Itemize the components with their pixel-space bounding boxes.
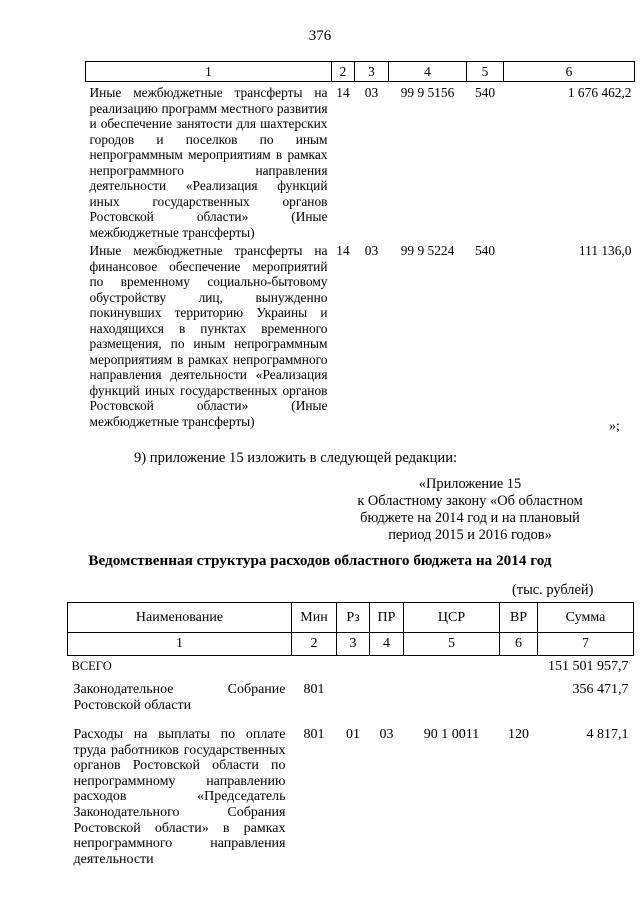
column-number: 7 xyxy=(538,633,634,656)
row-pr: 03 xyxy=(379,727,394,742)
column-number: 1 xyxy=(68,633,292,656)
row-expense-type: 540 xyxy=(474,243,496,258)
appendix-caption xyxy=(330,476,610,544)
row-min: 801 xyxy=(303,682,325,697)
row-csr xyxy=(404,656,500,680)
closing-quote: »; xyxy=(609,419,620,434)
column-number: 3 xyxy=(337,633,370,656)
row-section: 14 xyxy=(336,85,350,100)
appendix-line: «Приложение 15 xyxy=(418,476,522,492)
row-expense-type: 540 xyxy=(474,85,496,100)
row-sum: 151 501 957,7 xyxy=(548,659,629,674)
row-pr xyxy=(370,679,404,724)
row-min: 801 xyxy=(303,727,325,742)
column-number: 4 xyxy=(370,633,404,656)
row-rz: 01 xyxy=(346,727,360,742)
row-description: Иные межбюджетные трансферты на финансовое обеспечение мероприятий по временному социально-бытовому обустройству лиц, вынужденно покинувших территорию Украины и находящихся в пунктах временного размещения, по иным непрограммным мероприятиям в рамках непрограммного направления деятельности «Реализация функций иных государственных органов Ростовской области» (Иные межбюджетные трансферты) xyxy=(89,243,328,429)
header-vr: ВР xyxy=(500,603,538,633)
table-header-row xyxy=(86,62,635,82)
row-name: Законодательное Собрание Ростовской области xyxy=(73,682,286,713)
appendix-line: к Областному закону «Об областном xyxy=(357,493,583,509)
row-name: Расходы на выплаты по оплате труда работников государственных органов Ростовской области по непрограммному направлению расходов «Председатель Законодательного Собрания Ростовской области» в рамках непрограммного направления деятельности xyxy=(73,727,286,867)
row-sum: 4 817,1 xyxy=(586,727,629,742)
row-pr xyxy=(370,656,404,680)
column-number: 6 xyxy=(500,633,538,656)
row-csr: 90 1 0011 xyxy=(423,727,480,742)
row-amount: 111 136,0 xyxy=(578,243,632,258)
row-amount: 1 676 462,2 xyxy=(567,85,632,100)
amendment-paragraph: 9) приложение 15 изложить в следующей редакции: xyxy=(134,450,458,466)
column-number-2: 2 xyxy=(332,62,355,82)
row-min xyxy=(292,656,337,680)
row-description: Иные межбюджетные трансферты на реализацию программ местного развития и обеспечение занятости для шахтерских городов и поселков по иным непрограммным мероприятиям в рамках непрограммного направления деятельности «Реализация функций иных государственных органов Ростовской области» (Иные межбюджетные трансферты) xyxy=(89,85,328,240)
column-number-row xyxy=(68,633,634,656)
column-number-4: 4 xyxy=(389,62,467,82)
row-target-code: 99 9 5224 xyxy=(400,243,455,258)
row-sum: 356 471,7 xyxy=(572,682,629,697)
row-vr: 120 xyxy=(508,727,529,742)
row-name: ВСЕГО xyxy=(71,659,112,673)
table-header-row xyxy=(68,603,634,633)
row-section: 14 xyxy=(336,243,350,258)
table-row xyxy=(86,82,635,241)
header-rz: Рз xyxy=(337,603,370,633)
header-pr: ПР xyxy=(370,603,404,633)
row-csr xyxy=(404,679,500,724)
units-label: (тыс. рублей) xyxy=(512,582,594,598)
column-number-3: 3 xyxy=(355,62,389,82)
page-number: 376 xyxy=(308,28,332,44)
row-vr xyxy=(500,679,538,724)
row-subsection: 03 xyxy=(364,85,379,100)
row-vr xyxy=(500,656,538,680)
appendix-line: период 2015 и 2016 годов» xyxy=(388,527,552,543)
continued-expenditure-table xyxy=(85,61,635,438)
column-number: 2 xyxy=(292,633,337,656)
document-heading: Ведомственная структура расходов областного бюджета на 2014 год xyxy=(88,552,552,569)
column-number-6: 6 xyxy=(504,62,635,82)
row-target-code: 99 9 5156 xyxy=(400,85,455,100)
column-number-1: 1 xyxy=(86,62,332,82)
table-row xyxy=(68,724,634,867)
column-number: 5 xyxy=(404,633,500,656)
departmental-structure-table xyxy=(67,602,634,867)
table-row xyxy=(86,240,635,438)
header-csr: ЦСР xyxy=(404,603,500,633)
header-name: Наименование xyxy=(68,603,292,633)
header-sum: Сумма xyxy=(538,603,634,633)
row-rz xyxy=(337,679,370,724)
row-subsection: 03 xyxy=(364,243,379,258)
appendix-line: бюджете на 2014 год и на плановый xyxy=(360,510,580,526)
row-rz xyxy=(337,656,370,680)
table-row xyxy=(68,679,634,724)
header-min: Мин xyxy=(292,603,337,633)
column-number-5: 5 xyxy=(467,62,504,82)
table-row-total xyxy=(68,656,634,680)
